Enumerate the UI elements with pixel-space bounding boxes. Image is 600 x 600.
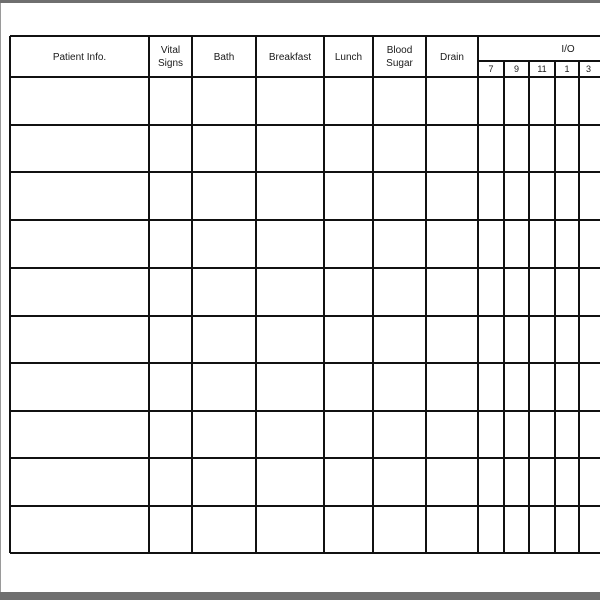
header-blood-sugar: Blood Sugar	[386, 45, 413, 69]
header-breakfast: Breakfast	[268, 51, 312, 63]
header-vital-signs: Vital Signs	[157, 45, 183, 69]
header-lunch: Lunch	[334, 51, 363, 63]
header-patient-info: Patient Info.	[52, 51, 107, 63]
io-time-3: 3	[586, 64, 592, 74]
header-bath: Bath	[213, 51, 235, 63]
io-time-7: 7	[488, 64, 494, 74]
io-time-1: 1	[564, 64, 570, 74]
io-time-9: 9	[513, 64, 519, 74]
header-io: I/O	[561, 43, 575, 55]
window-bottom-border	[0, 592, 600, 600]
header-drain: Drain	[440, 51, 464, 63]
io-time-11: 11	[537, 64, 547, 74]
